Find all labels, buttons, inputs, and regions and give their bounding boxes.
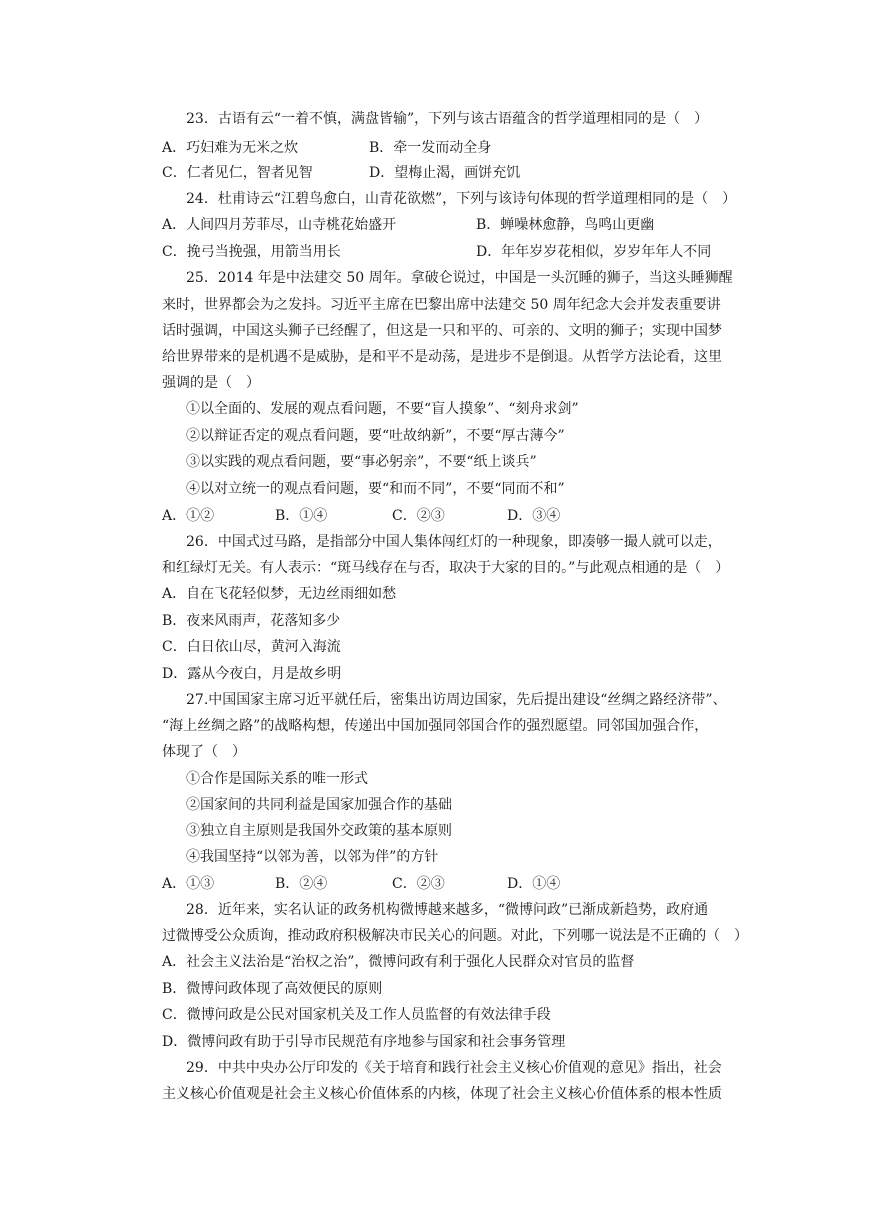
q26-option-a: A．自在飞花轻似梦，无边丝雨细如愁 (162, 586, 397, 602)
q23-stem: 23．古语有云“一着不慎，满盘皆输”，下列与该古语蕴含的哲学道理相同的是（ ） (186, 111, 709, 127)
q26-option-d: D．露从今夜白，月是故乡明 (162, 666, 342, 682)
q24-option-d: D．年年岁岁花相似，岁岁年年人不同 (476, 244, 712, 260)
q25-option-a: A．①② (162, 508, 215, 524)
q28-option-a: A．社会主义法治是“治权之治”，微博问政有利于强化人民群众对官员的监督 (162, 954, 635, 970)
q27-item: ③独立自主原则是我国外交政策的基本原则 (186, 823, 452, 839)
q28-stem-line: 28．近年来，实名认证的政务机构微博越来越多，“微博问政”已渐成新趋势，政府通 (186, 902, 709, 918)
q27-stem-line: “海上丝绸之路”的战略构想，传递出中国加强同邻国合作的强烈愿望。同邻国加强合作， (162, 718, 709, 734)
q26-stem-line: 和红绿灯无关。有人表示：“斑马线存在与否，取决于大家的目的。”与此观点相通的是（ ） (162, 560, 730, 576)
q24-option-b: B．蝉噪林愈静，鸟鸣山更幽 (476, 217, 655, 233)
q28-stem-line: 过微博受公众质询，推动政府积极解决市民关心的问题。对此，下列哪一说法是不正确的（ ） (162, 928, 749, 944)
q26-option-c: C．白日依山尽，黄河入海流 (162, 639, 341, 655)
q23-option-d: D．望梅止渴，画饼充饥 (369, 165, 521, 181)
q25-option-d: D．③④ (507, 508, 561, 524)
q25-item: ②以辩证否定的观点看问题，要“吐故纳新”，不要“厚古薄今” (186, 428, 565, 444)
q23-option-c: C．仁者见仁，智者见智 (162, 165, 313, 181)
q24-option-c: C．挽弓当挽强，用箭当用长 (162, 244, 341, 260)
q25-item: ④以对立统一的观点看问题，要“和而不同”，不要“同而不和” (186, 481, 565, 497)
q26-stem-line: 26．中国式过马路，是指部分中国人集体闯红灯的一种现象，即凑够一撮人就可以走， (186, 534, 722, 550)
q28-option-d: D．微博问政有助于引导市民规范有序地参与国家和社会事务管理 (162, 1034, 566, 1050)
q27-option-d: D．①④ (507, 876, 561, 892)
q27-stem-line: 体现了（ ） (162, 744, 246, 760)
q24-stem: 24．杜甫诗云“江碧鸟愈白，山青花欲燃”，下列与该诗句体现的哲学道理相同的是（ ） (186, 191, 737, 207)
q25-option-b: B．①④ (275, 508, 328, 524)
q23-option-a: A．巧妇难为无米之炊 (162, 140, 299, 156)
q25-stem-line: 给世界带来的是机遇不是威胁，是和平不是动荡，是进步不是倒退。从哲学方法论看，这里 (162, 349, 722, 365)
q25-option-c: C．②③ (392, 508, 445, 524)
q23-option-b: B．牵一发而动全身 (369, 140, 492, 156)
q27-item: ②国家间的共同利益是国家加强合作的基础 (186, 797, 452, 813)
q25-item: ①以全面的、发展的观点看问题，不要“盲人摸象”、“刻舟求剑” (186, 401, 579, 417)
q27-option-c: C．②③ (392, 876, 445, 892)
q27-option-a: A．①③ (162, 876, 215, 892)
q25-stem-line: 来时，世界都会为之发抖。习近平主席在巴黎出席中法建交 50 周年纪念大会并发表重要讲 (162, 297, 721, 313)
q28-option-c: C．微博问政是公民对国家机关及工作人员监督的有效法律手段 (162, 1007, 551, 1023)
q29-stem-line: 主义核心价值观是社会主义核心价值体系的内核，体现了社会主义核心价值体系的根本性质 (162, 1086, 722, 1102)
q27-item: ④我国坚持“以邻为善，以邻为伴”的方针 (186, 849, 439, 865)
q27-item: ①合作是国际关系的唯一形式 (186, 771, 368, 787)
q25-item: ③以实践的观点看问题，要“事必躬亲”，不要“纸上谈兵” (186, 454, 537, 470)
q24-option-a: A．人间四月芳菲尽，山寺桃花始盛开 (162, 217, 397, 233)
q26-option-b: B．夜来风雨声，花落知多少 (162, 613, 341, 629)
q25-stem-line: 话时强调，中国这头狮子已经醒了，但这是一只和平的、可亲的、文明的狮子；实现中国梦 (162, 323, 722, 339)
q25-stem-line: 25．2014 年是中法建交 50 周年。拿破仑说过，中国是一头沉睡的狮子，当这头睡狮醒 (186, 270, 733, 286)
q28-option-b: B．微博问政体现了高效便民的原则 (162, 981, 383, 997)
q27-option-b: B．②④ (275, 876, 328, 892)
q25-stem-line: 强调的是（ ） (162, 375, 260, 391)
q27-stem-line: 27.中国国家主席习近平就任后，密集出访周边国家，先后提出建设“丝绸之路经济带”、 (186, 692, 727, 708)
q29-stem-line: 29．中共中央办公厅印发的《关于培育和践行社会主义核心价值观的意见》指出，社会 (186, 1060, 722, 1076)
